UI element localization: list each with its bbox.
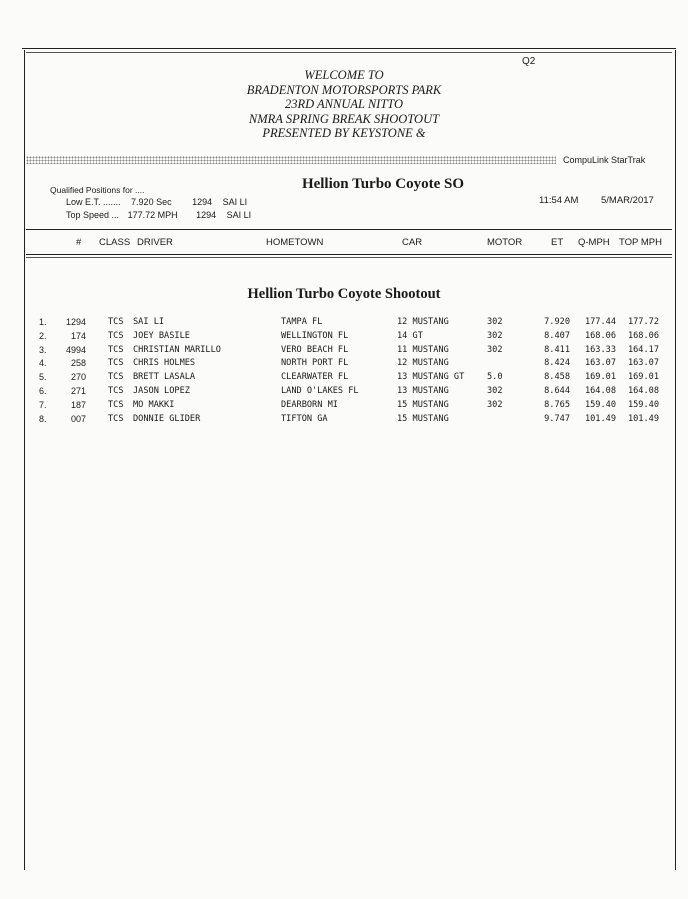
row-position: 3.	[39, 344, 47, 355]
row-class: TCS	[108, 330, 124, 341]
row-car-number: 007	[70, 413, 86, 424]
row-car-number: 187	[70, 399, 86, 410]
row-car: 14 GT	[397, 330, 423, 341]
row-driver: MO MAKKI	[133, 399, 175, 410]
row-topmph: 169.01	[627, 372, 659, 383]
welcome-line: BRADENTON MOTORSPORTS PARK	[246, 82, 442, 97]
top-speed-driver: SAI LI	[226, 210, 252, 220]
row-car-number: 271	[70, 385, 86, 396]
row-motor: 302	[487, 385, 503, 396]
row-driver: CHRIS HOLMES	[133, 358, 196, 369]
row-qmph: 159.40	[584, 399, 616, 410]
row-topmph: 164.17	[627, 344, 659, 355]
row-hometown: TAMPA FL	[281, 317, 323, 327]
row-topmph: 177.72	[627, 317, 659, 327]
page-frame	[24, 50, 676, 870]
row-topmph: 101.49	[627, 413, 659, 424]
dotted-separator	[26, 156, 556, 164]
welcome-line: PRESENTED BY KEYSTONE &	[262, 126, 426, 140]
table-row	[0, 372, 688, 386]
col-head-qmph: Q-MPH	[578, 237, 610, 248]
table-row	[0, 414, 688, 428]
row-et: 8.458	[544, 372, 570, 383]
row-driver: CHRISTIAN MARILLO	[133, 344, 221, 355]
row-position: 7.	[39, 399, 47, 410]
row-hometown: TIFTON GA	[281, 413, 328, 424]
row-position: 2.	[39, 330, 47, 341]
row-topmph: 163.07	[627, 358, 659, 369]
row-hometown: VERO BEACH FL	[281, 344, 349, 355]
row-car: 11 MUSTANG	[397, 344, 449, 355]
row-car-number: 174	[70, 330, 86, 341]
row-et: 8.411	[544, 344, 570, 355]
row-hometown: CLEARWATER FL	[281, 372, 349, 383]
row-motor: 5.0	[487, 372, 503, 383]
top-speed-value: 177.72 MPH	[127, 210, 178, 220]
row-driver: JASON LOPEZ	[133, 385, 190, 396]
col-head-et: ET	[551, 237, 564, 248]
row-class: TCS	[108, 413, 124, 424]
col-head-num: #	[76, 237, 82, 248]
row-et: 8.407	[544, 330, 570, 341]
row-car-number: 270	[70, 372, 86, 383]
row-position: 6.	[39, 385, 47, 396]
row-car: 13 MUSTANG GT	[397, 372, 465, 383]
row-hometown: NORTH PORT FL	[281, 358, 349, 369]
row-et: 8.644	[544, 385, 570, 396]
row-class: TCS	[108, 344, 124, 355]
row-car: 15 MUSTANG	[397, 413, 449, 424]
col-head-driver: DRIVER	[137, 237, 173, 248]
row-class: TCS	[108, 385, 124, 396]
table-row	[0, 386, 688, 400]
low-et-driver: SAI LI	[222, 197, 248, 207]
row-topmph: 168.06	[627, 330, 659, 341]
row-position: 1.	[39, 317, 47, 327]
row-car-number: 258	[70, 358, 86, 369]
row-et: 9.747	[544, 413, 570, 424]
row-et: 8.424	[544, 358, 570, 369]
row-driver: BRETT LASALA	[133, 372, 196, 383]
welcome-line: 23RD ANNUAL NITTO	[284, 97, 404, 111]
top-speed-line	[66, 210, 251, 220]
table-row	[0, 317, 688, 331]
col-head-topmph: TOP MPH	[619, 237, 662, 248]
system-label: CompuLink StarTrak	[563, 155, 646, 165]
top-border	[22, 48, 676, 49]
row-position: 4.	[39, 358, 47, 369]
top-speed-label: Top Speed ...	[66, 210, 120, 220]
table-row	[0, 400, 688, 414]
row-qmph: 168.06	[584, 330, 616, 341]
row-car: 15 MUSTANG	[397, 399, 449, 410]
row-hometown: DEARBORN MI	[281, 399, 338, 410]
low-et-value: 7.920 Sec	[131, 197, 172, 207]
report-date: 5/MAR/2017	[601, 195, 654, 206]
qualified-label: Qualified Positions for ....	[50, 185, 145, 195]
col-head-hometown: HOMETOWN	[266, 237, 324, 248]
row-qmph: 164.08	[584, 385, 616, 396]
header-rule-bottom	[26, 254, 672, 255]
low-et-line	[66, 197, 247, 207]
row-motor: 302	[487, 344, 503, 355]
header-rule-top	[26, 229, 672, 230]
row-qmph: 177.44	[584, 317, 616, 327]
low-et-label: Low E.T. .......	[66, 197, 121, 207]
results-table	[0, 317, 688, 427]
row-car-number: 1294	[65, 317, 86, 327]
row-class: TCS	[108, 399, 124, 410]
table-row	[0, 345, 688, 359]
row-qmph: 163.07	[584, 358, 616, 369]
row-motor: 302	[487, 399, 503, 410]
sheet-code: Q2	[522, 56, 536, 67]
table-row	[0, 358, 688, 372]
welcome-line: WELCOME TO	[304, 68, 384, 82]
col-head-motor: MOTOR	[487, 237, 523, 248]
event-title: Hellion Turbo Coyote SO	[301, 176, 465, 192]
row-position: 5.	[39, 372, 47, 383]
row-topmph: 164.08	[627, 385, 659, 396]
table-row	[0, 331, 688, 345]
row-driver: DONNIE GLIDER	[133, 413, 201, 424]
welcome-line: NMRA SPRING BREAK SHOOTOUT	[248, 111, 440, 126]
row-qmph: 163.33	[584, 344, 616, 355]
top-speed-car: 1294	[196, 210, 217, 220]
row-hometown: LAND O'LAKES FL	[281, 385, 359, 396]
section-title: Hellion Turbo Coyote Shootout	[247, 286, 441, 302]
row-class: TCS	[108, 358, 124, 369]
welcome-header	[0, 68, 688, 141]
row-car: 12 MUSTANG	[397, 317, 449, 327]
row-car: 12 MUSTANG	[397, 358, 449, 369]
row-et: 8.765	[544, 399, 570, 410]
row-position: 8.	[39, 413, 47, 424]
row-topmph: 159.40	[627, 399, 659, 410]
row-et: 7.920	[544, 317, 570, 327]
report-time: 11:54 AM	[539, 195, 579, 206]
row-driver: JOEY BASILE	[133, 330, 190, 341]
row-car-number: 4994	[65, 344, 86, 355]
row-motor: 302	[487, 317, 503, 327]
row-qmph: 169.01	[584, 372, 616, 383]
row-class: TCS	[108, 372, 124, 383]
col-head-class: CLASS	[99, 237, 131, 248]
row-hometown: WELLINGTON FL	[281, 330, 349, 341]
row-qmph: 101.49	[584, 413, 616, 424]
col-head-car: CAR	[402, 237, 423, 248]
header-rule-bottom-inner	[26, 257, 672, 258]
row-car: 13 MUSTANG	[397, 385, 449, 396]
row-driver: SAI LI	[133, 317, 165, 327]
low-et-car: 1294	[192, 197, 213, 207]
row-motor: 302	[487, 330, 503, 341]
row-class: TCS	[108, 317, 124, 327]
